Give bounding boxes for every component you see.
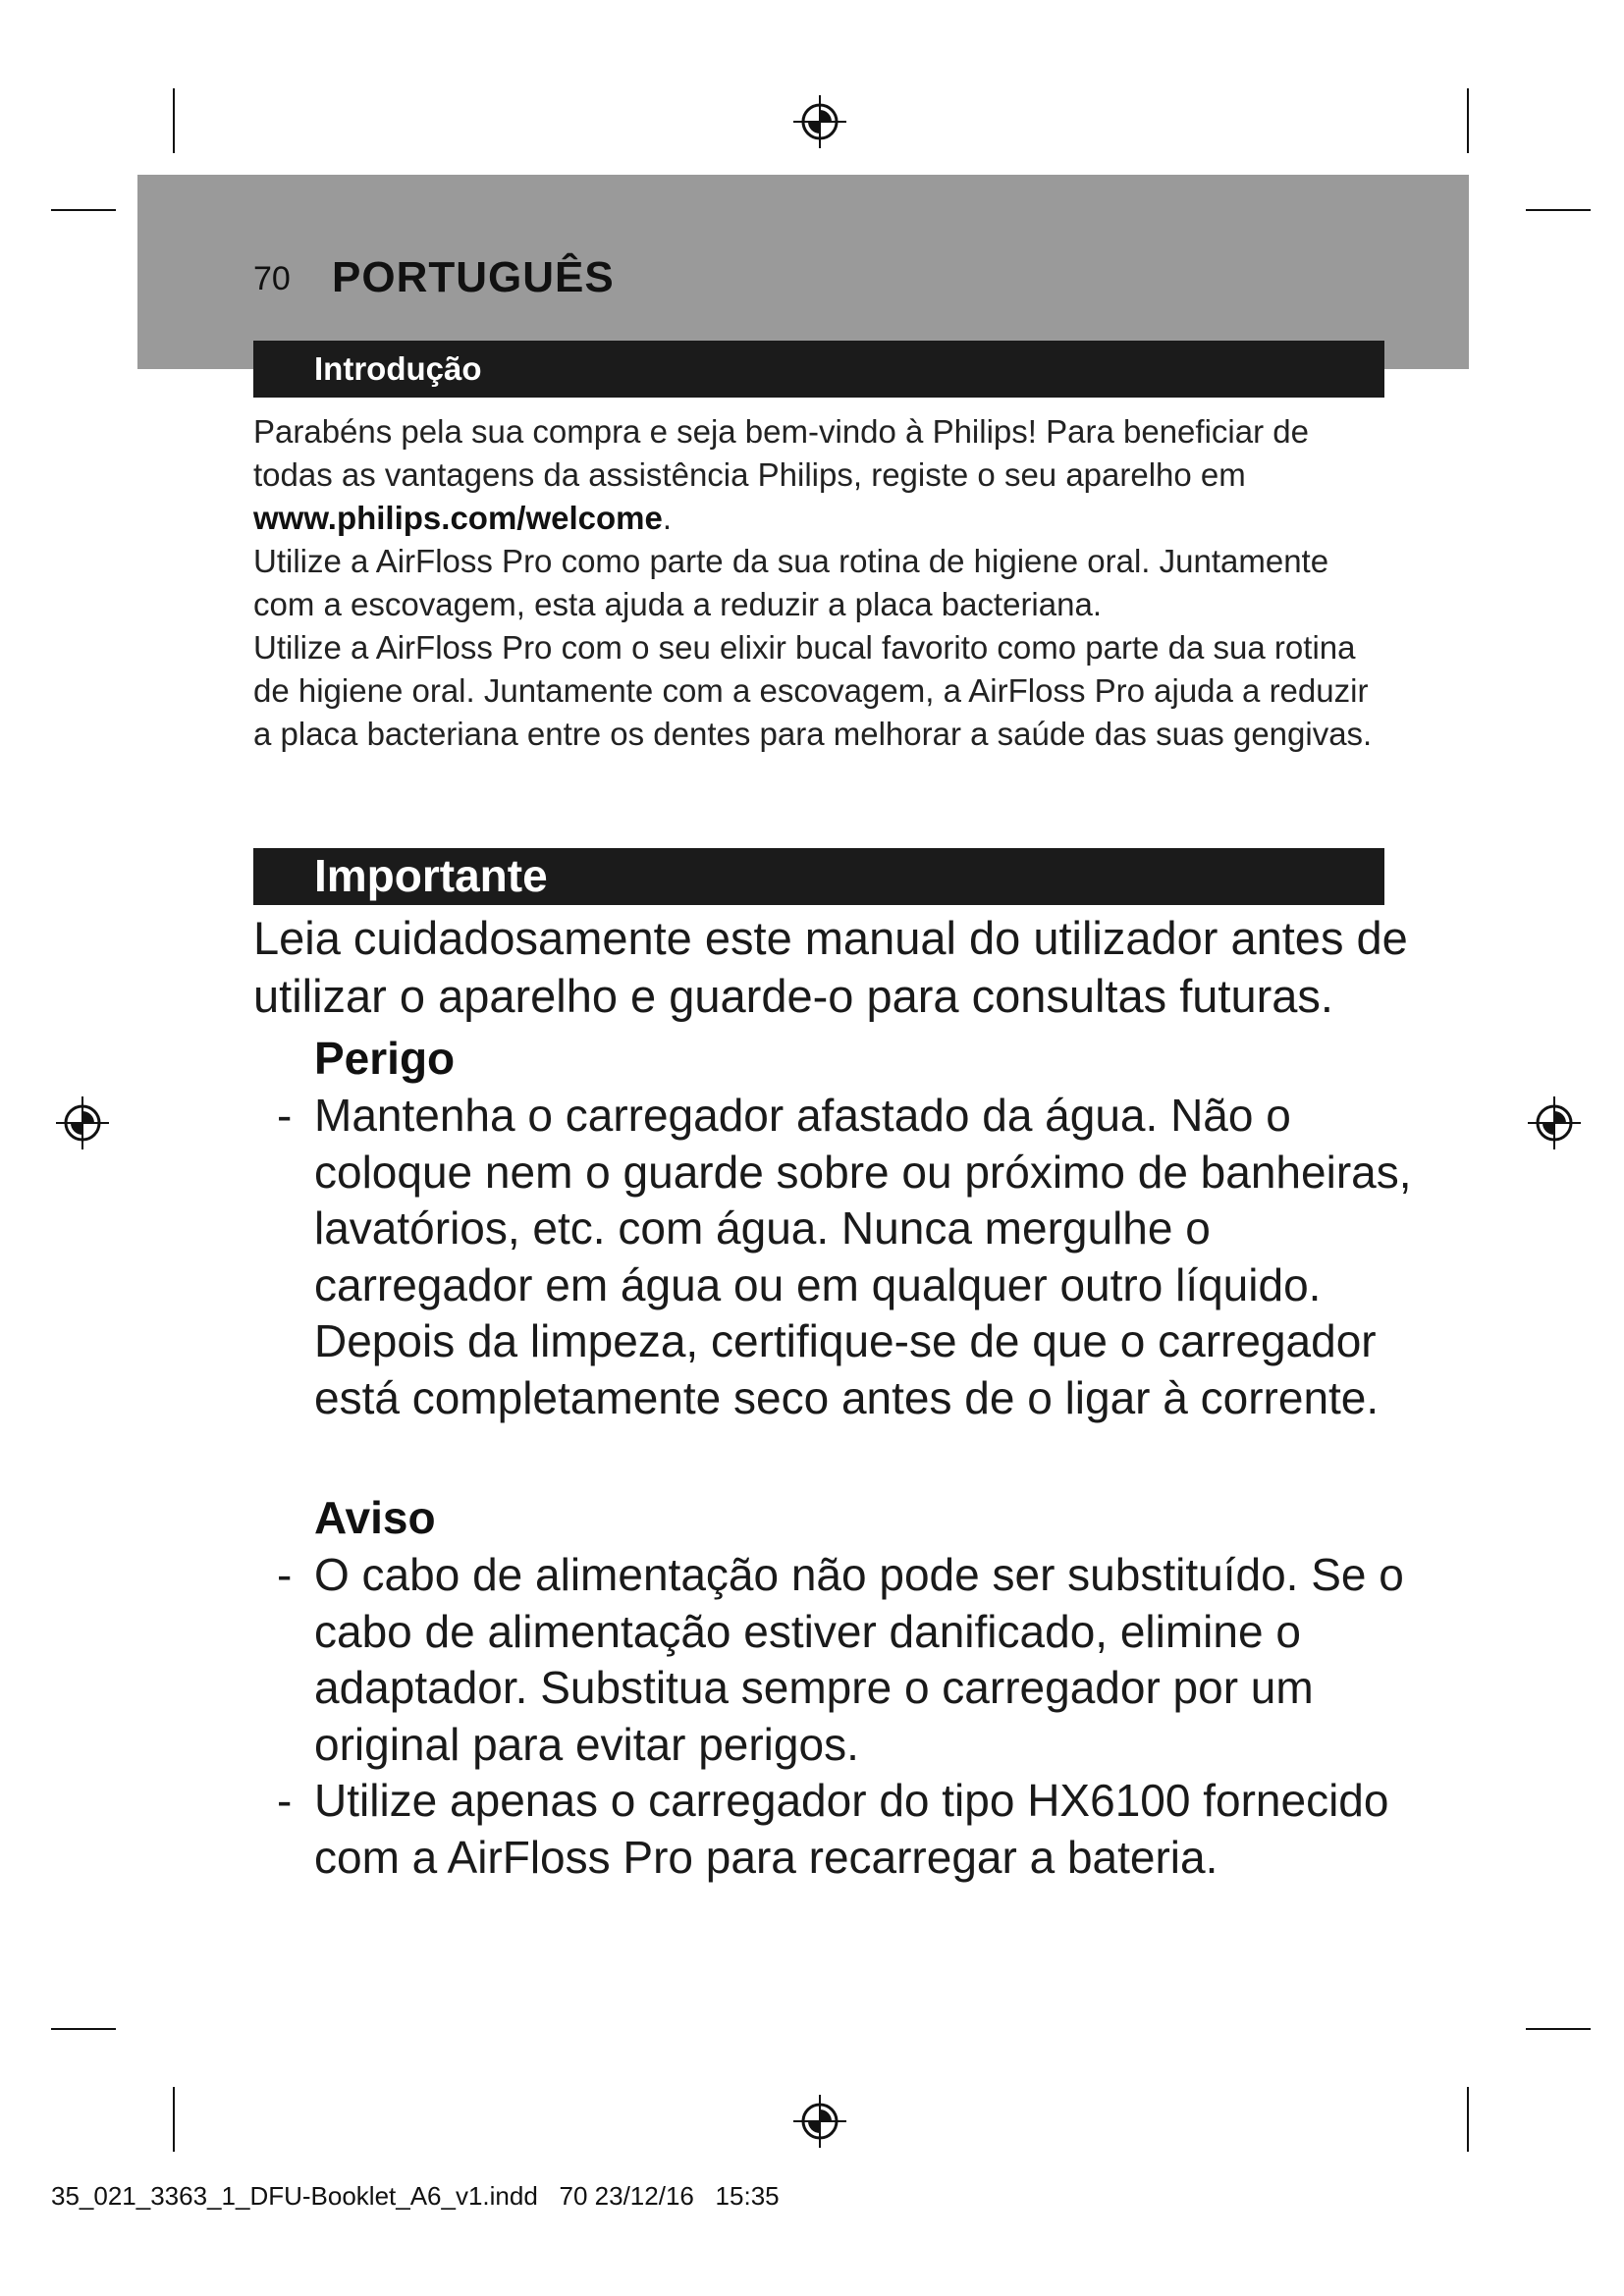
section-heading-important: Importante <box>253 848 1384 905</box>
footer-page: 70 <box>559 2181 588 2211</box>
registration-mark-left-icon <box>56 1096 109 1149</box>
warning-item <box>277 1773 1416 1886</box>
crop-mark-bottom-right-vertical <box>1467 2087 1469 2152</box>
danger-item <box>277 1088 1416 1426</box>
registration-mark-right-icon <box>1528 1096 1581 1149</box>
bullet-dash: - <box>277 1090 293 1141</box>
section-heading-intro: Introdução <box>253 341 1384 398</box>
crop-mark-top-right-vertical <box>1467 88 1469 153</box>
welcome-link[interactable]: www.philips.com/welcome <box>253 500 663 536</box>
danger-heading: Perigo <box>314 1033 456 1084</box>
intro-paragraph-3: Utilize a AirFloss Pro com o seu elixir bucal favorito como parte da sua rotina de higiene oral. Juntamente com a escovagem, a AirFloss Pro ajuda a reduzir a placa bacteriana entre os dentes para melhorar a saúde das suas gengivas. <box>253 629 1373 752</box>
warning-item-text: Utilize apenas o carregador do tipo HX6100 fornecido com a AirFloss Pro para recarregar a bateria. <box>314 1775 1389 1883</box>
crop-mark-top-left-horizontal <box>51 209 116 211</box>
bullet-dash: - <box>277 1549 293 1600</box>
danger-item-text: Mantenha o carregador afastado da água. Não o coloque nem o guarde sobre ou próximo de banheiras, lavatórios, etc. com água. Nunca mergulhe o carregador em água ou em qualquer outro líquido. Depois da limpeza, certifique-se de que o carregador está completamente seco antes de o ligar à corrente. <box>314 1090 1412 1423</box>
footer-date: 23/12/16 <box>594 2181 694 2211</box>
warning-item-text: O cabo de alimentação não pode ser substituído. Se o cabo de alimentação estiver danificado, elimine o adaptador. Substitua sempre o carregador por um original para evitar perigos. <box>314 1549 1404 1770</box>
warning-heading: Aviso <box>314 1492 436 1543</box>
intro-paragraph-1 <box>253 410 1392 540</box>
crop-mark-top-right-horizontal <box>1526 209 1591 211</box>
crop-mark-bottom-left-vertical <box>173 2087 175 2152</box>
footer-slug <box>51 2181 780 2212</box>
registration-mark-bottom-icon <box>793 2095 846 2148</box>
intro-paragraph-1-text: Parabéns pela sua compra e seja bem-vindo à Philips! Para beneficiar de todas as vantagens da assistência Philips, registe o seu aparelho em <box>253 413 1309 493</box>
footer-file-name: 35_021_3363_1_DFU-Booklet_A6_v1.indd <box>51 2181 538 2211</box>
footer-time: 15:35 <box>715 2181 780 2211</box>
important-text: Leia cuidadosamente este manual do utilizador antes de utilizar o aparelho e guarde-o para consultas futuras. <box>253 912 1408 1022</box>
crop-mark-top-left-vertical <box>173 88 175 153</box>
crop-mark-bottom-right-horizontal <box>1526 2028 1591 2030</box>
warning-item <box>277 1547 1416 1773</box>
intro-paragraph-1-end: . <box>662 500 673 536</box>
language-title: PORTUGUÊS <box>332 253 615 301</box>
crop-mark-bottom-left-horizontal <box>51 2028 116 2030</box>
registration-mark-top-icon <box>793 95 846 148</box>
intro-paragraph-2: Utilize a AirFloss Pro como parte da sua rotina de higiene oral. Juntamente com a escovagem, esta ajuda a reduzir a placa bacteriana. <box>253 543 1329 622</box>
bullet-dash: - <box>277 1775 293 1826</box>
intro-body <box>253 410 1392 756</box>
page-number: 70 <box>253 260 291 297</box>
